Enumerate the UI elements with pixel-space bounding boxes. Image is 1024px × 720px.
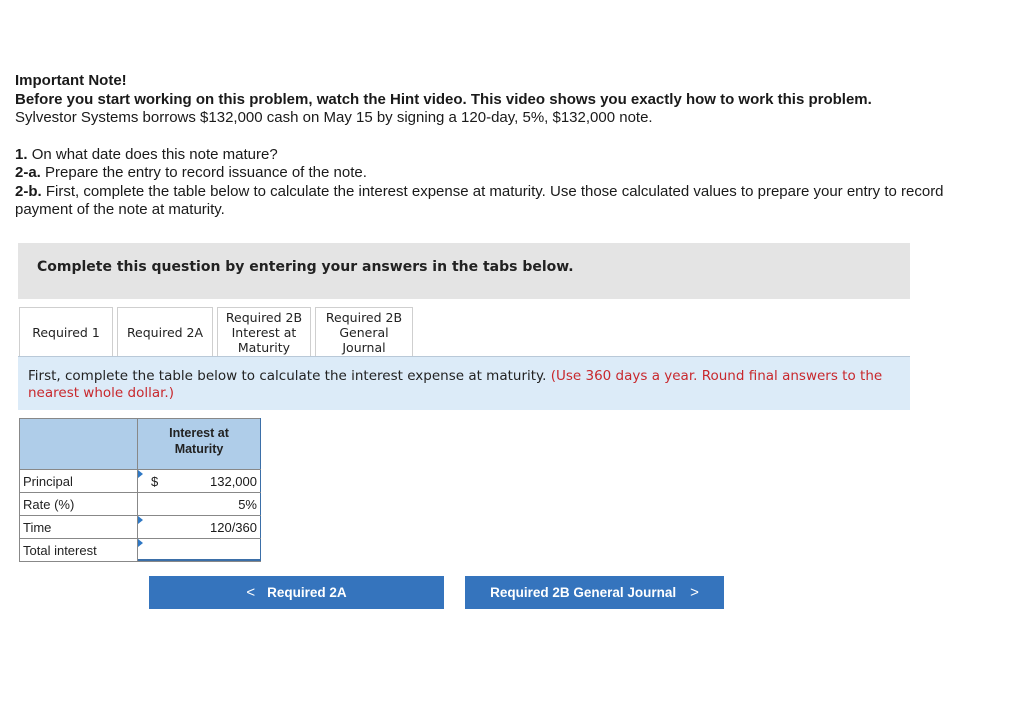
important-note-body: Before you start working on this problem, watch the Hint video. This video shows you exactly how to work this problem.: [15, 90, 872, 108]
principal-value: 132,000: [210, 474, 257, 489]
column-header-interest-at-maturity: Interest at Maturity: [138, 419, 261, 470]
prev-button-label: Required 2A: [267, 585, 347, 600]
row-label-rate: Rate (%): [20, 493, 138, 516]
rate-value: 5%: [238, 497, 257, 512]
next-required-2b-journal-button[interactable]: [465, 576, 724, 609]
chevron-left-icon: <: [246, 584, 256, 601]
total-interest-input[interactable]: [138, 539, 261, 562]
tab-instructions: First, complete the table below to calculate the interest expense at maturity. (Use 360 days a year. Round final answers to the nearest whole dollar.): [18, 357, 910, 410]
principal-input[interactable]: [138, 470, 261, 493]
table-row: [20, 539, 261, 562]
tab-required-2b-interest[interactable]: Required 2B Interest at Maturity: [217, 307, 311, 357]
row-label-time: Time: [20, 516, 138, 539]
chevron-right-icon: >: [690, 584, 699, 601]
instruction-hint: (Use 360 days a year. Round final answers to the nearest whole dollar.): [28, 368, 883, 401]
answer-tabs: [19, 307, 417, 357]
tab-required-2a[interactable]: Required 2A: [117, 307, 213, 357]
important-note-title: Important Note!: [15, 72, 127, 89]
time-input[interactable]: [138, 516, 261, 539]
header-blank-cell: [20, 419, 138, 470]
table-header-row: [20, 419, 261, 470]
total-underline: [138, 559, 260, 561]
time-value: 120/360: [210, 520, 257, 535]
prev-required-2a-button[interactable]: [149, 576, 444, 609]
input-marker-icon: [138, 539, 143, 547]
tabs-instruction-banner: Complete this question by entering your answers in the tabs below.: [18, 243, 910, 299]
interest-calculation-table: [19, 418, 261, 562]
row-label-principal: Principal: [20, 470, 138, 493]
next-button-label: Required 2B General Journal: [490, 585, 677, 600]
tab-required-2b-journal[interactable]: Required 2B General Journal: [315, 307, 413, 357]
tab-required-1[interactable]: Required 1: [19, 307, 113, 357]
rate-input[interactable]: [138, 493, 261, 516]
table-row: [20, 516, 261, 539]
question-2b: 2-b. First, complete the table below to calculate the interest expense at maturity. Use those calculated values to prepare your entry to record payment of the note at maturity.: [15, 182, 944, 218]
input-marker-icon: [138, 470, 143, 478]
input-marker-icon: [138, 516, 143, 524]
problem-intro: [15, 72, 1005, 220]
problem-scenario: Sylvestor Systems borrows $132,000 cash on May 15 by signing a 120-day, 5%, $132,000 note.: [15, 109, 653, 126]
question-2a: 2-a. Prepare the entry to record issuance of the note.: [15, 164, 367, 181]
table-row: [20, 470, 261, 493]
row-label-total-interest: Total interest: [20, 539, 138, 562]
table-row: [20, 493, 261, 516]
currency-symbol: $: [151, 474, 159, 489]
question-1: 1. On what date does this note mature?: [15, 145, 278, 163]
